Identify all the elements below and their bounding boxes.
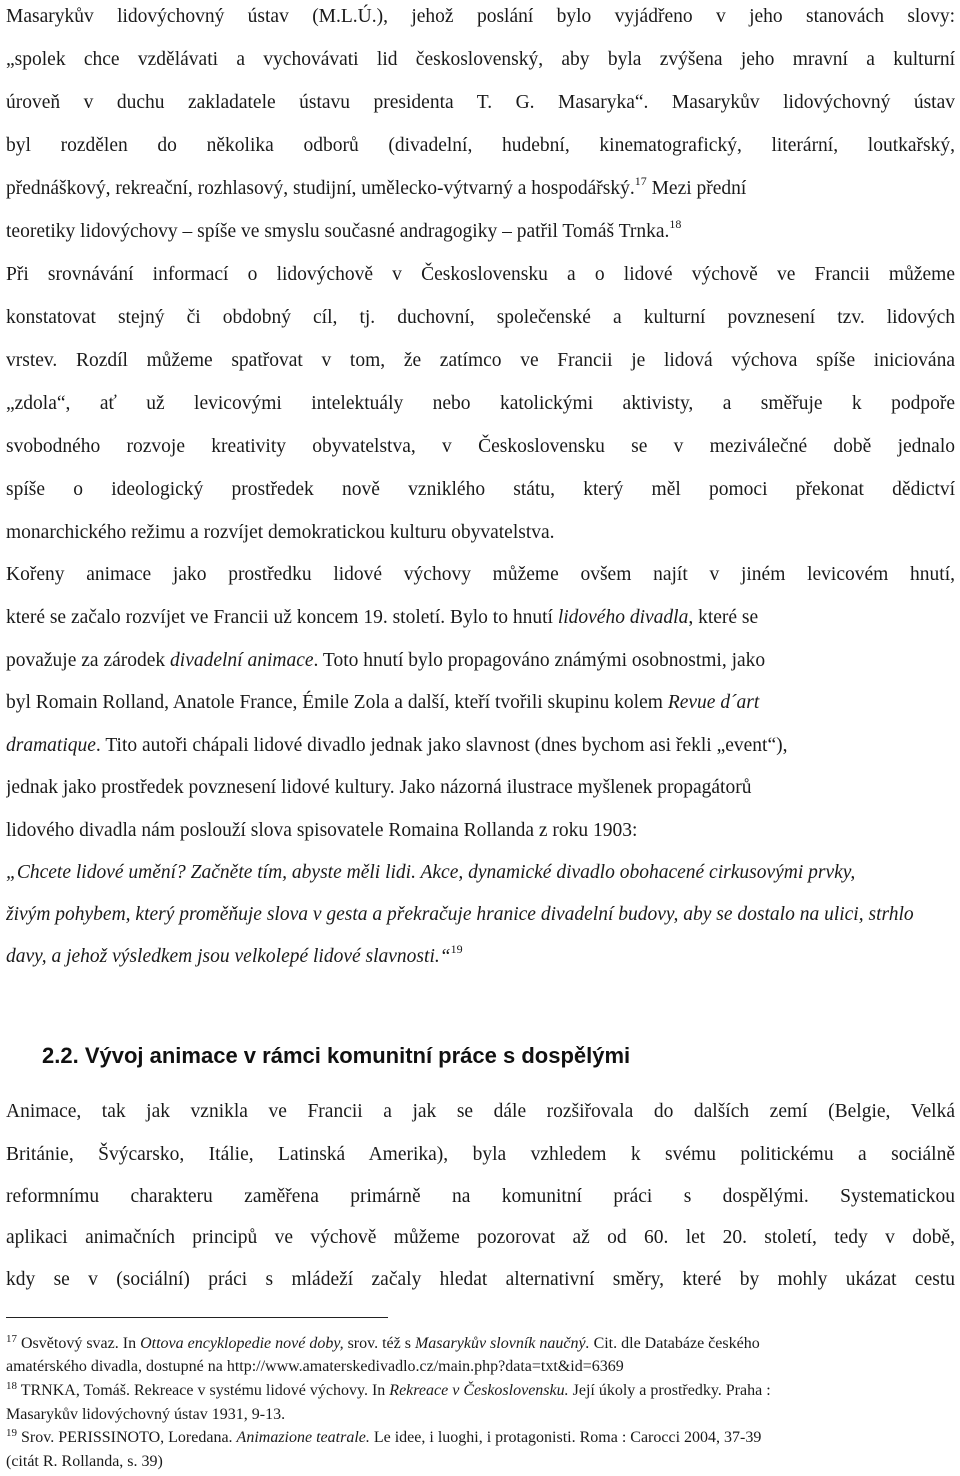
quote-line: živým pohybem, který proměňuje slova v gesta a překračuje hranice divadelní budovy, aby se dostalo na ulici, strhlo [6,904,914,925]
text-line [6,605,955,631]
text-line: Při srovnávání informací o lidovýchově v Československu a o lidové výchově ve Francii můžeme [6,264,955,285]
emphasis: Masarykův slovník naučný. [414,1335,590,1352]
text-line [6,690,955,716]
text-line: „zdola“, ať už levicovými intelektuály nebo katolickými aktivisty, a směřuje k podpoře [6,393,955,414]
text-line: monarchického režimu a rozvíjet demokratickou kulturu obyvatelstva. [6,522,555,543]
text-run: , které se [688,607,759,628]
emphasis: Rekreace v Československu. [389,1382,569,1399]
text-line: konstatovat stejný či obdobný cíl, tj. duchovní, společenské a kulturní povznesení tzv. lidových [6,307,955,328]
footnote-number: 18 [6,1381,17,1392]
footnote-number: 19 [6,1428,17,1439]
text-line: byl rozdělen do několika odborů (divadelní, hudební, kinematografický, literární, loutkařský, [6,135,955,156]
text-run: Osvětový svaz. In [17,1335,141,1352]
text-line [6,176,955,202]
text-run: Srov. PERISSINOTO, Loredana. [17,1429,237,1446]
quote-line: „Chcete lidové umění? Začněte tím, abyste měli lidi. Akce, dynamické divadlo obohacené cirkusovými prvky, [6,862,856,883]
footnote-19-cont: (citát R. Rollanda, s. 39) [6,1453,163,1470]
text-run: teoretiky lidovýchovy – spíše ve smyslu současné andragogiky – patřil Tomáš Trnka. [6,221,670,242]
text-run: srov. též s [343,1335,415,1352]
text-line: svobodného rozvoje kreativity obyvatelstva, v Československu se v meziválečné době jednalo [6,436,955,457]
text-line: spíše o ideologický prostředek nově vzniklého státu, který měl pomoci překonat dědictví [6,479,955,500]
text-run: byl Romain Rolland, Anatole France, Émile Zola a další, kteří tvořili skupinu kolem [6,692,668,713]
emphasis: lidového divadla [557,607,689,628]
footnote-number: 17 [6,1334,17,1345]
text-line: aplikaci animačních principů ve výchově můžeme pozorovat až od 60. let 20. století, tedy v době, [6,1227,955,1248]
footnote-18 [6,1381,955,1402]
emphasis: Animazione teatrale. [236,1429,370,1446]
text-line: jednak jako prostředek povznesení lidové kultury. Jako názorná ilustrace myšlenek propagátorů [6,777,752,798]
text-run: Le idee, i luoghi, i protagonisti. Roma : Carocci 2004, 37-39 [369,1429,762,1446]
text-line [6,219,955,245]
text-line: „spolek chce vzdělávati a vychovávati lid československý, aby byla zvýšena jeho mravní a kulturní [6,49,955,70]
emphasis: Revue d´art [667,692,760,713]
section-title: Vývoj animace v rámci komunitní práce s dospělými [84,1043,631,1068]
footnote-separator [6,1317,388,1318]
text-line: Animace, tak jak vznikla ve Francii a jak se dále rozšiřovala do dalších zemí (Belgie, Velká [6,1101,955,1122]
text-run: přednáškový, rekreační, rozhlasový, studijní, umělecko-výtvarný a hospodářský. [6,178,635,199]
quote-line [6,944,955,970]
emphasis: dramatique [6,735,96,756]
text-line: kdy se v (sociální) práci s mládeží začaly hledat alternativní směry, které by mohly ukázat cestu [6,1269,955,1290]
text-line: lidového divadla nám poslouží slova spisovatele Romaina Rollanda z roku 1903: [6,820,638,841]
text-line [6,648,955,674]
text-line: reformnímu charakteru zaměřena primárně na komunitní práci s dospělými. Systematickou [6,1186,955,1207]
emphasis: divadelní animace [170,650,314,671]
text-run: které se začalo rozvíjet ve Francii už koncem 19. století. Bylo to hnutí [6,607,558,628]
section-heading [42,1042,630,1070]
footnote-ref-19: 19 [450,944,463,956]
text-line: Masarykův lidovýchovný ústav (M.L.Ú.), jehož poslání bylo vyjádřeno v jeho stanovách slovy: [6,6,955,27]
text-run: považuje za zárodek [6,650,171,671]
text-run: TRNKA, Tomáš. Rekreace v systému lidové výchovy. In [17,1382,390,1399]
text-line: úroveň v duchu zakladatele ústavu presidenta T. G. Masaryka“. Masarykův lidovýchovný ústav [6,92,955,113]
text-run: davy, a jehož výsledkem jsou velkolepé lidové slavnosti.“ [6,946,451,967]
text-run: . Toto hnutí bylo propagováno známými osobnostmi, jako [313,650,766,671]
emphasis: Ottova encyklopedie nové doby, [140,1335,344,1352]
text-line: Kořeny animace jako prostředku lidové výchovy můžeme ovšem najít v jiném levicovém hnutí, [6,564,955,585]
footnote-17 [6,1334,955,1355]
footnote-ref-18: 18 [669,219,682,231]
text-line: Británie, Švýcarsko, Itálie, Latinská Amerika), byla vzhledem k svému politickému a sociálně [6,1144,955,1165]
footnote-ref-17: 17 [634,176,647,188]
footnote-18-cont: Masarykův lidovýchovný ústav 1931, 9-13. [6,1406,286,1423]
section-number: 2.2. [42,1043,79,1068]
text-run: Cit. dle Databáze českého [589,1335,760,1352]
text-line: vrstev. Rozdíl můžeme spatřovat v tom, že zatímco ve Francii je lidová výchova spíše iniciována [6,350,955,371]
text-run: Její úkoly a prostředky. Praha : [568,1382,771,1399]
footnote-19 [6,1428,955,1449]
text-run: . Tito autoři chápali lidové divadlo jednak jako slavnost (dnes bychom asi řekli „event“), [95,735,788,756]
text-line [6,733,955,759]
text-run: Mezi přední [646,178,747,199]
footnote-17-cont: amatérského divadla, dostupné na http://www.amaterskedivadlo.cz/main.php?data=txt&id=6369 [6,1358,624,1375]
